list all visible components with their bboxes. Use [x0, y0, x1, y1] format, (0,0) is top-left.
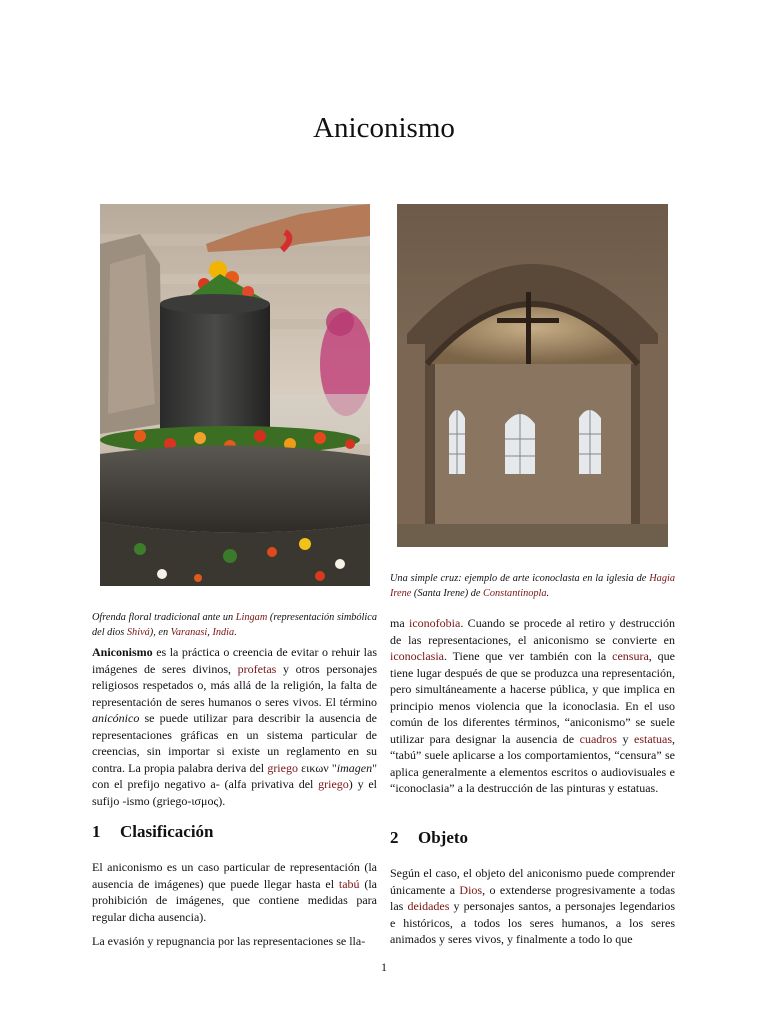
hagia-irene-image [397, 204, 668, 547]
wiki-link[interactable]: profetas [237, 661, 277, 676]
bold-term: Aniconismo [92, 645, 153, 659]
wiki-link[interactable]: Hagia Irene [390, 573, 675, 600]
body-paragraph: Según el caso, el objeto del aniconismo puede comprender únicamente a Dios, o extenderse progresivamente a todas las deidades y personajes santos, a personajes legendarios e históricos, a todos los seres humanos, a los seres animados y seres vivos, y finalmente a todo lo que [390, 866, 675, 946]
wiki-link[interactable]: Dios [459, 882, 483, 897]
section-title: Objeto [418, 828, 469, 847]
wiki-link[interactable]: griego [267, 760, 298, 775]
figure-left-caption: Ofrenda floral tradicional ante un Lingam (representación simbólica del dios Shivá), en Varanasi, India. [92, 612, 378, 639]
wiki-link[interactable]: griego [318, 777, 349, 791]
wiki-link[interactable]: cuadros [579, 731, 617, 746]
lingam-photo [100, 204, 370, 586]
wiki-link[interactable]: deidades [407, 899, 450, 913]
page-title: Aniconismo [313, 112, 455, 144]
wiki-link[interactable]: Constantinopla [483, 588, 547, 600]
body-paragraph: La evasión y repugnancia por las representaciones se lla- [92, 934, 366, 948]
section-heading-clasificacion [92, 822, 214, 842]
page-number: 1 [381, 960, 387, 974]
italic-term: anicónico [92, 711, 140, 725]
wiki-link[interactable]: Shivá [126, 627, 150, 639]
italic-term: imagen [336, 760, 373, 775]
intro-section [92, 644, 377, 817]
section-number: 2 [390, 828, 399, 847]
continued-paragraph: ma iconofobia. Cuando se procede al retiro y destrucción de las representaciones, el aniconismo se convierte en iconoclasia. Tiene que ver también con la censura, que tiene lugar después de que se produzca una representación, pero simultáneamente a hacerse pública, y que implica en principio menos violencia que la iconoclasia. En el uso común de los diferentes términos, “aniconismo” se suele utilizar para designar la ausencia de cuadros y estatuas, “tabú” suele aplicarse a los comportamientos, “censura” se aplica generalmente a elementos escritos o audiovisuales e “iconoclasia” a la destrucción de las pinturas y estatuas. [390, 616, 676, 795]
section-objeto-body [390, 865, 675, 956]
intro-paragraph: Aniconismo es la práctica o creencia de evitar o rehuir las imágenes de seres divinos, profetas y otros personajes religiosos respetados o, más allá de la religión, la falta de representación de seres humanos o seres vivos. El término anicónico se puede utilizar para describir la ausencia de representaciones gráficas en un sistema particular de creencias, sin importar si existe un reglamento en su contra. La propia palabra deriva del griego εικων "imagen" con el prefijo negativo a- (alfa privativa del griego) y el sufijo -ismo (griego-ισμος). [92, 645, 378, 808]
hagia-irene-photo [397, 204, 668, 547]
right-column-top [390, 615, 675, 805]
section-clasificacion-body [92, 859, 377, 958]
body-paragraph: El aniconismo es un caso particular de representación (la ausencia de imágenes) que puede llegar hasta el tabú (la prohibición de imágenes, que contiene medidas para regular dicha ausencia). [92, 860, 378, 924]
wiki-link[interactable]: India [212, 627, 235, 639]
section-number: 1 [92, 822, 101, 841]
wiki-link[interactable]: tabú [338, 876, 360, 891]
wiki-link[interactable]: estatuas [634, 731, 672, 746]
section-title: Clasificación [120, 822, 214, 841]
figure-right-caption: Una simple cruz: ejemplo de arte iconoclasta en la iglesia de Hagia Irene (Santa Irene) de Constantinopla. [390, 573, 675, 600]
section-heading-objeto [390, 828, 468, 848]
wiki-link[interactable]: iconofobia [409, 616, 461, 630]
wiki-link[interactable]: Varanasi [170, 627, 208, 639]
wiki-link[interactable]: iconoclasia [390, 649, 444, 663]
wiki-link[interactable]: Lingam [235, 612, 268, 624]
wiki-link[interactable]: censura [612, 649, 649, 663]
lingam-image [100, 204, 370, 586]
